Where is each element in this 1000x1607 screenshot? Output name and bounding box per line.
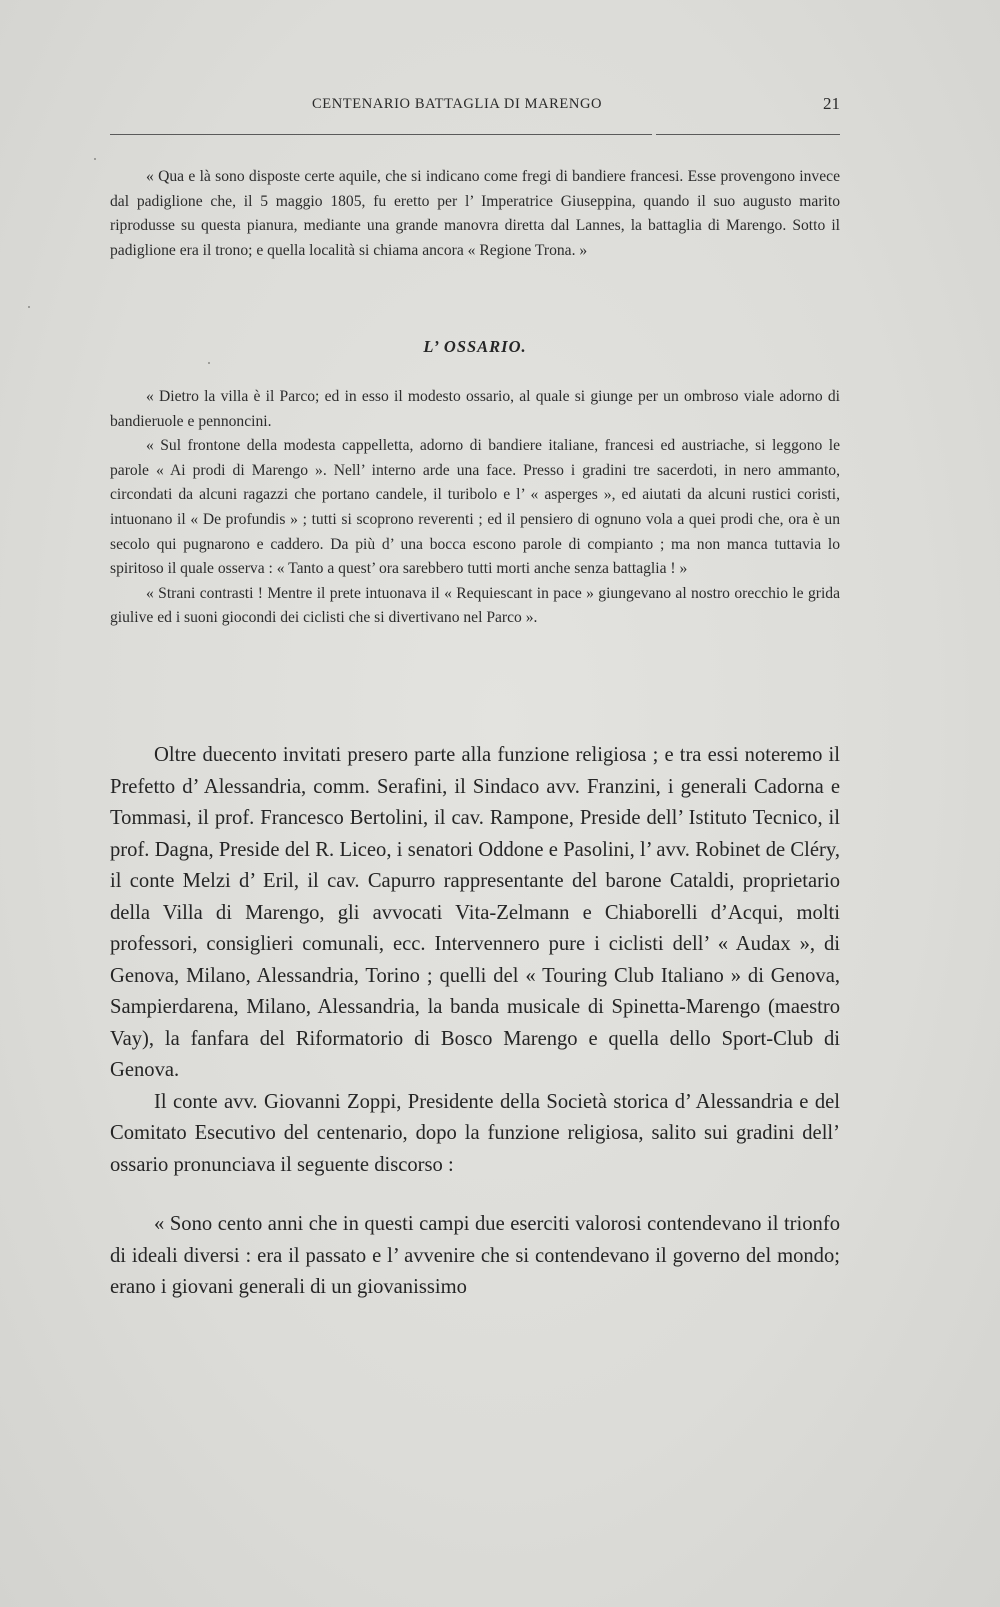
paper-speck — [94, 158, 96, 160]
running-title: CENTENARIO BATTAGLIA DI MARENGO — [312, 96, 603, 112]
section-heading: L’ OSSARIO. — [423, 337, 527, 356]
quote-intro-block — [110, 165, 840, 263]
paper-speck — [28, 306, 30, 308]
header-rule-gap — [652, 133, 656, 136]
page-number: 21 — [823, 94, 840, 113]
quote-intro-paragraph: « Qua e là sono disposte certe aquile, che si indicano come fregi di bandiere francesi. Esse provengono invece dal padiglione che, il 5 maggio 1805, fu eretto per l’ Imperatrice Giuseppina, quando il suo augusto marito riprodusse su questa pianura, mediante una grande manovra diretta dal Lannes, la battaglia di Marengo. Sotto il padiglione era il trono; e quella località si chiama ancora « Regione Trona. » — [110, 168, 840, 259]
page-header — [110, 94, 840, 120]
main-text-block — [110, 740, 840, 1304]
paper-speck — [208, 362, 210, 364]
ossario-paragraph: « Sul frontone della modesta cappelletta, adorno di bandiere italiane, francesi ed austriache, si leggono le parole « Ai prodi di Marengo ». Nell’ interno arde una face. Presso i gradini tre sacerdoti, in nero ammanto, circondati da alcuni ragazzi che portano candele, il turibolo e l’ « asperges », ed aiutati da alcuni rustici coristi, intuonano il « De profundis » ; tutti si scoprono reverenti ; ed il pensiero di ognuno vola a quei prodi che, ora è un secolo qui pugnarono e caddero. Da più d’ una bocca escono parole di compianto ; ma non manca tuttavia lo spiritoso il quale osserva : « Tanto a quest’ ora sarebbero tutti morti anche senza battaglia ! » — [110, 437, 840, 578]
ossario-paragraph: « Dietro la villa è il Parco; ed in esso il modesto ossario, al quale si giunge per un ombroso viale adorno di bandieruole e pennoncini. — [110, 388, 840, 430]
ossario-paragraph: « Strani contrasti ! Mentre il prete intuonava il « Requiescant in pace » giungevano al nostro orecchio le grida giulive ed i suoni giocondi dei ciclisti che si divertivano nel Parco ». — [110, 584, 840, 627]
main-paragraph: Oltre duecento invitati presero parte alla funzione religiosa ; e tra essi noteremo il Prefetto d’ Alessandria, comm. Serafini, il Sindaco avv. Franzini, i generali Cadorna e Tommasi, il prof. Francesco Bertolini, il cav. Rampone, Preside dell’ Istituto Tecnico, il prof. Dagna, Preside del R. Liceo, i senatori Oddone e Pasolini, l’ avv. Robinet de Cléry, il conte Melzi d’ Eril, il cav. Capurro rappresentante del barone Cataldi, proprietario della Villa di Marengo, gli avvocati Vita-Zelmann e Chiaborelli d’Acqui, molti professori, consiglieri comunali, ecc. Intervennero pure i ciclisti dell’ « Audax », di Genova, Milano, Alessandria, Torino ; quelli del « Touring Club Italiano » di Genova, Sampierdarena, Milano, Alessandria, la banda musicale di Spinetta-Marengo (maestro Vay), la fanfara del Riformatorio di Bosco Marengo e quella dello Sport-Club di Genova. — [110, 744, 840, 1081]
speech-paragraph: « Sono cento anni che in questi campi due eserciti valorosi contendevano il trionfo di ideali diversi : era il passato e l’ avvenire che si contendevano il governo del mondo; erano i giovani generali di un giovanissimo — [110, 1213, 840, 1298]
main-paragraph: Il conte avv. Giovanni Zoppi, Presidente della Società storica d’ Alessandria e del Comitato Esecutivo del centenario, dopo la funzione religiosa, salito sui gradini dell’ ossario pronunciava il seguente discorso : — [110, 1090, 840, 1176]
header-rule — [110, 134, 840, 135]
ossario-block — [110, 385, 840, 631]
